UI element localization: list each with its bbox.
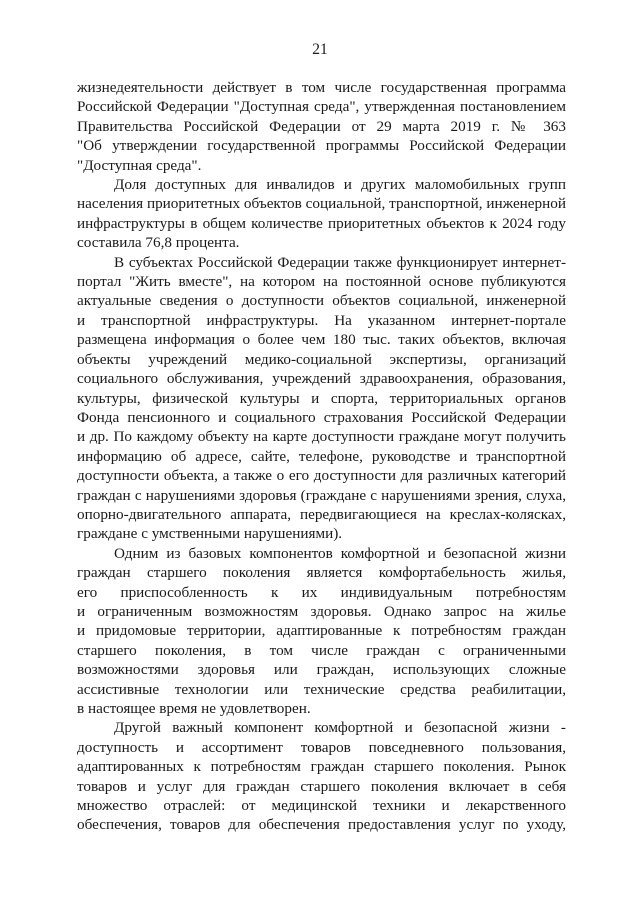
text-line: жизнедеятельности действует в том числе государственная программа (77, 79, 566, 96)
paragraph (77, 175, 566, 253)
text-line: доступность и ассортимент товаров повседневного пользования, (77, 738, 566, 756)
text-line: Доля доступных для инвалидов и других маломобильных групп (114, 176, 566, 194)
text-line: актуальные сведения о доступности объектов социальной, инженерной (77, 292, 566, 310)
text-line: доступности объекта, а также о его доступности для различных категорий (77, 467, 566, 485)
text-line: множество отраслей: от медицинской техники и лекарственного (77, 797, 566, 815)
text-line: Одним из базовых компонентов комфортной и безопасной жизни (114, 544, 566, 562)
text-line: Российской Федерации "Доступная среда", утвержденная постановлением (77, 98, 566, 116)
text-line: товаров и услуг для граждан старшего поколения включает в себя (77, 777, 566, 795)
text-line: обеспечения, товаров для обеспечения предоставления услуг по уходу, (77, 816, 566, 834)
text-line: культуры, физической культуры и спорта, территориальных органов (77, 389, 566, 407)
text-line: объекты учреждений медико-социальной экспертизы, организаций (77, 350, 566, 368)
text-line: ассистивные технологии или технические средства реабилитации, (77, 680, 566, 698)
text-line: размещена информация о более чем 180 тыс. таких объектов, включая (77, 331, 566, 349)
text-line: "Доступная среда". (77, 156, 202, 174)
paragraph (77, 78, 566, 175)
text-line: населения приоритетных объектов социальной, транспортной, инженерной (77, 195, 566, 213)
document-body (77, 78, 566, 835)
text-line: Правительства Российской Федерации от 29 марта 2019 г. № 363 (77, 117, 566, 135)
text-line: информацию об адресе, сайте, телефоне, руководстве и транспортной (77, 447, 566, 465)
text-line: Другой важный компонент комфортной и безопасной жизни - (114, 719, 566, 737)
text-line: возможностями здоровья или граждан, использующих сложные (77, 661, 566, 679)
text-line: и придомовые территории, адаптированные к потребностям граждан (77, 622, 566, 640)
paragraph (77, 718, 566, 834)
text-line: опорно-двигательного аппарата, передвигающиеся на креслах-колясках, (77, 505, 566, 523)
text-line: инфраструктуры в общем количестве приоритетных объектов к 2024 году (77, 214, 566, 232)
paragraph (77, 544, 566, 719)
text-line: и ограниченным возможностям здоровья. Однако запрос на жилье (77, 602, 566, 620)
page-number: 21 (312, 41, 328, 58)
text-line: старшего поколения, в том числе граждан с ограниченными (77, 641, 566, 659)
paragraph (77, 253, 566, 544)
text-line: социального обслуживания, учреждений здравоохранения, образования, (77, 370, 566, 388)
text-line: граждане с умственными нарушениями). (77, 525, 343, 543)
text-line: Фонда пенсионного и социального страхования Российской Федерации (77, 408, 566, 426)
text-line: и транспортной инфраструктуры. На указанном интернет-портале (77, 311, 566, 329)
text-line: составила 76,8 процента. (77, 234, 240, 252)
text-line: портал "Жить вместе", на котором на постоянной основе публикуются (77, 273, 566, 291)
text-line: В субъектах Российской Федерации также функционирует интернет- (114, 253, 566, 271)
text-line: его приспособленность к их индивидуальным потребностям (77, 583, 566, 601)
text-line: и др. По каждому объекту на карте доступности граждане могут получить (77, 428, 566, 446)
text-line: адаптированных к потребностям граждан старшего поколения. Рынок (77, 758, 566, 776)
text-line: в настоящее время не удовлетворен. (77, 700, 311, 717)
text-line: граждан с нарушениями здоровья (граждане с нарушениями зрения, слуха, (77, 486, 566, 504)
text-line: граждан старшего поколения является комфортабельность жилья, (77, 564, 566, 582)
text-line: "Об утверждении государственной программы Российской Федерации (77, 137, 566, 155)
